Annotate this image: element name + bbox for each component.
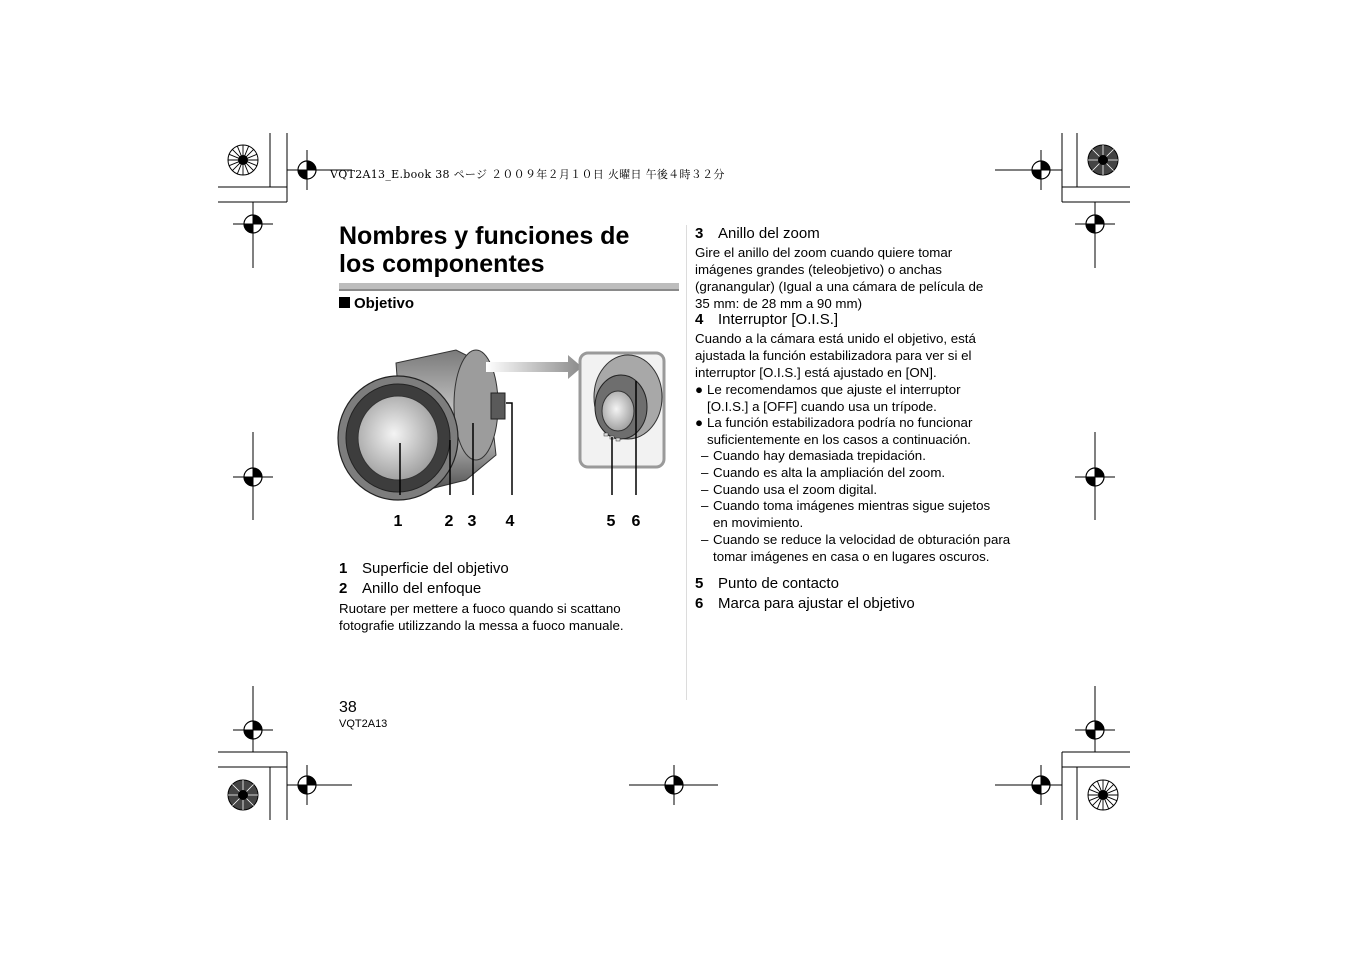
lens-surface (358, 396, 438, 480)
square-bullet-icon (339, 297, 350, 308)
text-line: Cuando hay demasiada trepidación. (713, 448, 926, 463)
section-heading (339, 295, 414, 312)
item-3 (695, 225, 820, 242)
document-code: VQT2A13 (339, 718, 388, 730)
bullet-icon: ● (695, 382, 704, 397)
section-label: Objetivo (354, 295, 415, 312)
item-number: 3 (695, 225, 704, 242)
lens-mount (602, 391, 634, 431)
item-label: Superficie del objetivo (362, 560, 509, 577)
text-line: Ruotare per mettere a fuoco quando si scattano (339, 601, 621, 616)
bullet-icon: ● (695, 415, 704, 430)
item-3-description (695, 244, 983, 312)
dash-icon: – (701, 498, 709, 513)
title-line-2: los componentes (339, 250, 545, 278)
title-underline (339, 283, 679, 291)
callout-6: 6 (631, 513, 641, 530)
dash-item (695, 531, 1010, 565)
text-line: La función estabilizadora podría no funcionar (707, 415, 973, 430)
item-label: Anillo del enfoque (362, 580, 482, 597)
item-number: 4 (695, 311, 704, 328)
dash-icon: – (701, 532, 709, 547)
item-1 (339, 560, 509, 577)
text-line: Cuando es alta la ampliación del zoom. (713, 465, 946, 480)
text-line: [O.I.S.] a [OFF] cuando usa un trípode. (707, 399, 937, 414)
text-line: Le recomendamos que ajuste el interruptor (707, 382, 961, 397)
dash-icon: – (701, 465, 709, 480)
item-label: Interruptor [O.I.S.] (718, 311, 839, 328)
text-line: interruptor [O.I.S.] está ajustado en [ON]. (695, 365, 937, 380)
item-2-description (339, 600, 624, 634)
callout-5: 5 (606, 513, 616, 530)
item-6 (695, 595, 915, 612)
column-divider (686, 225, 687, 700)
text-line: tomar imágenes en casa o en lugares oscuros. (713, 549, 990, 564)
item-number: 1 (339, 560, 348, 577)
printer-header-line: VQT2A13_E.book 38 ページ ２００９年２月１０日 火曜日 午後４時３２分 (330, 168, 725, 181)
text-line: (granangular) (Igual a una cámara de película de (695, 279, 984, 294)
text-line: en movimiento. (713, 515, 804, 530)
item-number: 5 (695, 575, 704, 592)
text-line: Gire el anillo del zoom cuando quiere tomar (695, 245, 953, 260)
bullet-item (695, 414, 972, 448)
item-label: Marca para ajustar el objetivo (718, 595, 915, 612)
page-title (339, 222, 679, 278)
item-label: Anillo del zoom (718, 225, 820, 242)
callout-2: 2 (444, 513, 454, 530)
callout-1: 1 (393, 513, 403, 530)
title-line-1: Nombres y funciones de (339, 222, 630, 250)
text-line: fotografie utilizzando la messa a fuoco manuale. (339, 618, 624, 633)
text-line: Cuando a la cámara está unido el objetivo, está (695, 331, 976, 346)
text-line: Cuando se reduce la velocidad de obturación para (713, 532, 1011, 547)
text-line: Cuando toma imágenes mientras sigue sujetos (713, 498, 991, 513)
dash-item (695, 481, 877, 498)
item-4 (695, 311, 838, 328)
item-number: 6 (695, 595, 704, 612)
text-line: 35 mm: de 28 mm a 90 mm) (695, 296, 862, 311)
ois-switch (491, 393, 505, 419)
bullet-item (695, 381, 961, 415)
item-number: 2 (339, 580, 348, 597)
page-number: 38 (339, 699, 357, 716)
item-5 (695, 575, 839, 592)
item-label: Punto de contacto (718, 575, 839, 592)
item-4-description (695, 330, 976, 381)
text-line: ajustada la función estabilizadora para ver si el (695, 348, 972, 363)
lens-illustration (336, 345, 666, 540)
text-line: imágenes grandes (teleobjetivo) o anchas (695, 262, 942, 277)
item-2 (339, 580, 481, 597)
dash-icon: – (701, 448, 709, 463)
text-line: Cuando usa el zoom digital. (713, 482, 878, 497)
dash-item (695, 447, 926, 464)
dash-item (695, 464, 945, 481)
dash-item (695, 497, 990, 531)
callout-3: 3 (467, 513, 477, 530)
callout-4: 4 (505, 513, 515, 530)
dash-icon: – (701, 482, 709, 497)
text-line: suficientemente en los casos a continuación. (707, 432, 971, 447)
